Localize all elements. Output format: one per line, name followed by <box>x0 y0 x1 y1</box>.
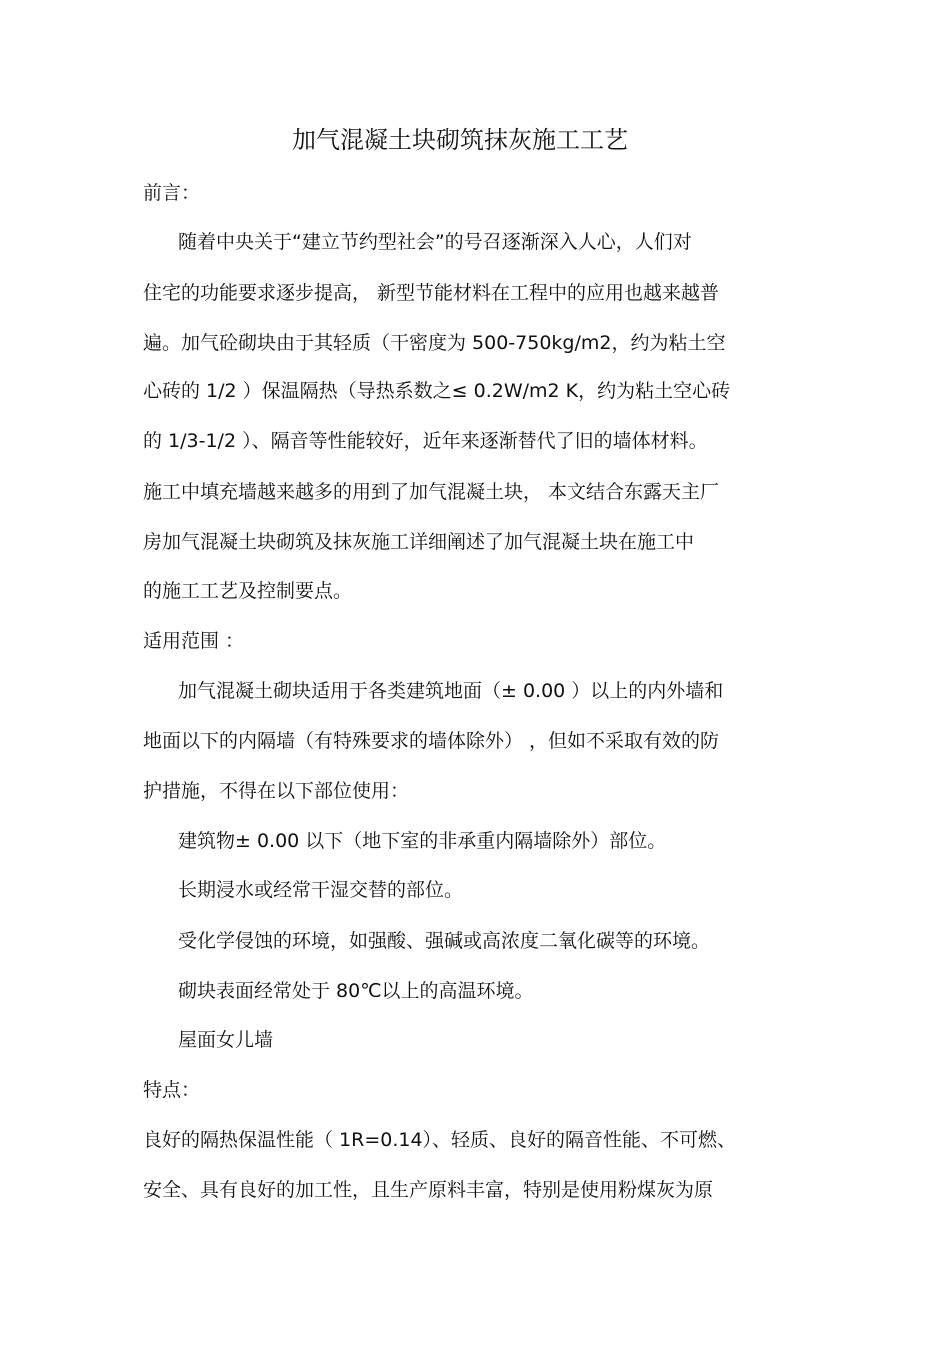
paragraph-line: 随着中央关于“建立节约型社会”的号召逐渐深入人心，人们对 <box>178 231 692 253</box>
paragraph-line: 施工中填充墙越来越多的用到了加气混凝土块， 本文结合东露天主厂 <box>143 481 720 503</box>
paragraph-line: 护措施，不得在以下部位使用： <box>143 780 410 802</box>
paragraph-line: 加气混凝土砌块适用于各类建筑地面（± 0.00 ）以上的内外墙和 <box>178 680 724 702</box>
paragraph-line: 房加气混凝土块砌筑及抹灰施工详细阐述了加气混凝土块在施工中 <box>143 531 695 553</box>
list-item: 砌块表面经常处于 80℃以上的高温环境。 <box>178 980 534 1002</box>
heading-features: 特点： <box>143 1079 201 1101</box>
paragraph-line: 的施工工艺及控制要点。 <box>143 580 353 602</box>
list-item: 建筑物± 0.00 以下（地下室的非承重内隔墙除外）部位。 <box>178 830 667 852</box>
paragraph-line: 的 1/3-1/2 ）、隔音等性能较好，近年来逐渐替代了旧的墙体材料。 <box>143 430 708 452</box>
list-item: 长期浸水或经常干湿交替的部位。 <box>178 879 464 901</box>
document-title: 加气混凝土块砌筑抹灰施工工艺 <box>292 126 628 154</box>
list-item: 屋面女儿墙 <box>178 1029 274 1051</box>
heading-preface: 前言： <box>143 182 201 204</box>
paragraph-line: 良好的隔热保温性能（ 1R=0.14）、轻质、良好的隔音性能、不可燃、 <box>143 1129 737 1151</box>
paragraph-line: 地面以下的内隔墙（有特殊要求的墙体除外） ，但如不采取有效的防 <box>143 730 720 752</box>
paragraph-line: 心砖的 1/2 ）保温隔热（导热系数之≤ 0.2W/m2 K，约为粘土空心砖 <box>143 380 731 402</box>
list-item: 受化学侵蚀的环境，如强酸、强碱或高浓度二氧化碳等的环境。 <box>178 930 711 952</box>
paragraph-line: 住宅的功能要求逐步提高， 新型节能材料在工程中的应用也越来越普 <box>143 282 720 304</box>
paragraph-line: 安全、具有良好的加工性，且生产原料丰富，特别是使用粉煤灰为原 <box>143 1179 714 1201</box>
paragraph-line: 遍。加气砼砌块由于其轻质（干密度为 500-750kg/m2，约为粘土空 <box>143 332 726 354</box>
heading-scope: 适用范围 ： <box>143 630 245 652</box>
